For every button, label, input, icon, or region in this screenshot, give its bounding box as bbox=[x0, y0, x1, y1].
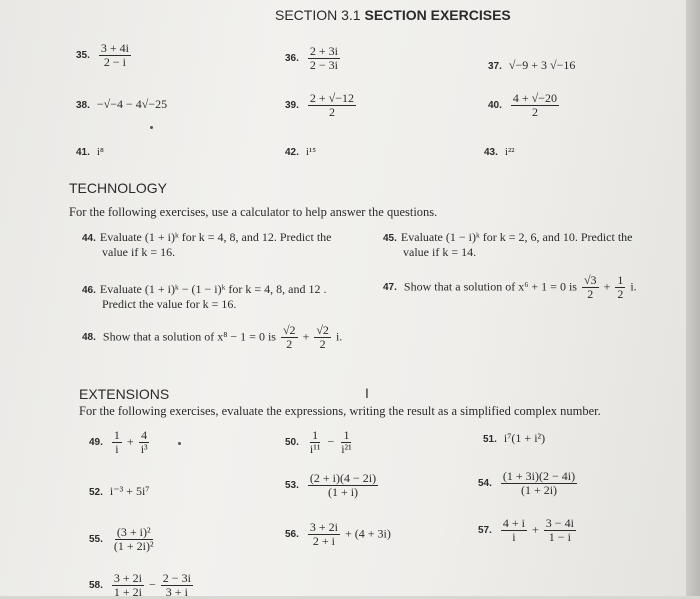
extensions-heading: EXTENSIONS bbox=[79, 386, 170, 402]
section-title: SECTION EXERCISES bbox=[364, 7, 511, 23]
exercise-50: 50. $\frac{1}{\text{i¹¹}}$ − $\frac{1}{\text{i²¹}}$ bbox=[285, 428, 352, 456]
exercise-43: 43. i²² bbox=[484, 146, 515, 158]
exercise-44: 44. Evaluate (1 + i)ᵏ for k = 4, 8, and 12. Predict the value if k = 16. bbox=[82, 230, 332, 259]
exercise-42: 42. i¹⁵ bbox=[285, 146, 317, 158]
text-cursor-icon: I bbox=[365, 385, 369, 401]
exercise-55: 55. $\frac{\text{(3 + i)²}}{\text{(1 + 2i)²}}$ bbox=[89, 525, 154, 553]
technology-heading: TECHNOLOGY bbox=[69, 180, 168, 196]
exercise-58: 58. $\frac{3 + 2i}{1 + 2i}$ − $\frac{2 - 3i}{3 + i}$ bbox=[89, 571, 191, 599]
section-header bbox=[275, 7, 511, 23]
exercise-36: 36. $\frac{2 + 3i}{2 - 3i}$ bbox=[285, 44, 339, 72]
exercise-53: 53. $\frac{(2 + i)(4 - 2i)}{(1 + i)}$ bbox=[285, 471, 377, 499]
exercise-57: 57. $\frac{4 + i}{i}$ + $\frac{3 - 4i}{1 - i}$ bbox=[478, 516, 574, 544]
section-number: SECTION 3.1 bbox=[275, 7, 361, 23]
exercise-37: 37. √−9 + 3 √−16 bbox=[488, 58, 576, 72]
speck bbox=[178, 442, 181, 445]
exercise-56: 56. $\frac{3 + 2i}{2 + i}$ + (4 + 3i) bbox=[285, 520, 391, 548]
exercise-48: 48. Show that a solution of x⁸ − 1 = 0 is $\frac{√2}{2}$ + $\frac{√2}{2}$ i. bbox=[82, 323, 343, 351]
exercise-38: 38. −√−4 − 4√−25 bbox=[76, 97, 168, 111]
page-edge bbox=[686, 0, 700, 596]
exercise-49: 49. $\frac{1}{i}$ + $\frac{4}{\text{i³}}$ bbox=[89, 428, 148, 456]
technology-intro: For the following exercises, use a calculator to help answer the questions. bbox=[69, 205, 438, 219]
speck bbox=[150, 126, 153, 129]
exercise-45: 45. Evaluate (1 − i)ᵏ for k = 2, 6, and 10. Predict the value if k = 14. bbox=[383, 230, 633, 259]
exercise-47: 47. Show that a solution of x⁶ + 1 = 0 is $\frac{√3}{2}$ + $\frac{1}{2}$ i. bbox=[383, 273, 637, 301]
exercise-41: 41. i⁸ bbox=[76, 146, 104, 158]
exercise-52: 52. i⁻³ + 5i⁷ bbox=[89, 484, 150, 498]
extensions-intro: For the following exercises, evaluate the expressions, writing the result as a simplified complex number. bbox=[79, 404, 601, 418]
exercise-46: 46. Evaluate (1 + i)ᵏ − (1 − i)ᵏ for k = 4, 8, and 12 . Predict the value for k = 16. bbox=[82, 282, 327, 311]
exercise-35: 35. $\frac{3 + 4i}{2 - i}$ bbox=[76, 41, 130, 69]
exercise-40: 40. $\frac{4 + √-20}{2}$ bbox=[488, 91, 558, 119]
exercise-54: 54. $\frac{(1 + 3i)(2 - 4i)}{(1 + 2i)}$ bbox=[478, 469, 576, 497]
exercise-51: 51. i⁷(1 + i²) bbox=[483, 431, 546, 445]
exercise-39: 39. $\frac{2 + √-12}{2}$ bbox=[285, 91, 355, 119]
